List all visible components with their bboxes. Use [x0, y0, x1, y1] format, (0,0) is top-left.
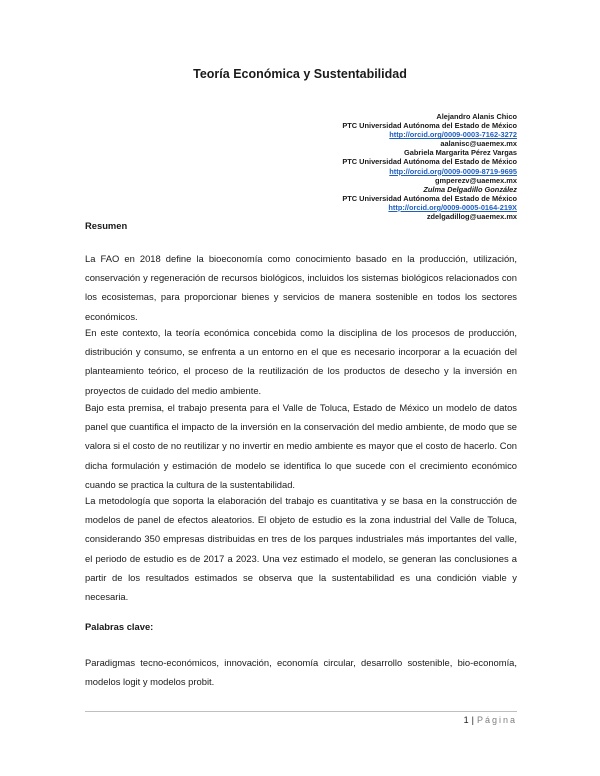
footer-divider: [85, 711, 517, 712]
abstract-paragraph: En este contexto, la teoría económica concebida como la disciplina de los procesos de producción, distribución y consumo, se enfrenta a un entorno en el que es necesario incorporar a la ecuación del planteamiento teórico, el proceso de la reutilización de los productos de desecho y la inversión en proyectos de cuidado del medio ambiente.: [85, 327, 517, 396]
author-name: Alejandro Alanis Chico: [436, 112, 517, 121]
author-affiliation: PTC Universidad Autónoma del Estado de México: [342, 121, 517, 131]
abstract-paragraph: La metodología que soporta la elaboración del trabajo es cuantitativa y se basa en la construcción de modelos de panel de efectos aleatorios. El objeto de estudio es la zona industrial del Valle de Toluca, considerando 350 empresas distribuidas en tres de los parques industriales más importantes del valle, el periodo de estudio es de 2017 a 2023. Una vez estimado el modelo, se generan las conclusiones a partir de los resultados estimados se observa que la sustentabilidad es una condición viable y necesaria.: [85, 495, 517, 603]
author-email: aalanisc@uaemex.mx: [440, 139, 517, 149]
author-email: gmperezv@uaemex.mx: [435, 175, 517, 185]
orcid-link[interactable]: http://orcid.org/0009-0009-8719-9695: [389, 166, 517, 176]
author-affiliation: PTC Universidad Autónoma del Estado de México: [342, 193, 517, 203]
author-email: zdelgadillog@uaemex.mx: [426, 212, 517, 222]
page-number: 1: [463, 715, 469, 725]
author-block: [342, 112, 517, 221]
author-name: Zulma Delgadillo González: [423, 184, 517, 194]
orcid-link[interactable]: http://orcid.org/0009-0003-7162-3272: [389, 130, 517, 140]
abstract-heading: Resumen: [85, 220, 128, 231]
keywords-heading: Palabras clave:: [85, 621, 154, 632]
document-title: Teoría Económica y Sustentabilidad: [193, 67, 407, 81]
abstract-paragraph: Bajo esta premisa, el trabajo presenta para el Valle de Toluca, Estado de México un modelo de datos panel que cuantifica el impacto de la inversión en la conservación del medio ambiente, de modo que se valora si el costo de no reutilizar y no invertir en medio ambiente es mayor que el costo de hacerlo. Con dicha formulación y estimación de modelo se identifica lo que sucede con el crecimiento económico cuando se practica la cultura de la sustentabilidad.: [85, 402, 517, 490]
footer-separator: |: [471, 715, 474, 725]
abstract-paragraph: La FAO en 2018 define la bioeconomía como conocimiento basado en la producción, utilización, conservación y regeneración de recursos biológicos, incluidos los sistemas biológicos relacionados con los ecosistemas, para proporcionar bienes y servicios de manera sostenible en todos los sectores económicos.: [85, 253, 517, 322]
page-label: Página: [476, 715, 517, 725]
page-footer: [464, 715, 517, 725]
keywords-text: Paradigmas tecno-económicos, innovación, economía circular, desarrollo sostenible, bio-economía, modelos logit y modelos probit.: [85, 657, 517, 688]
author-name: Gabriela Margarita Pérez Vargas: [404, 148, 517, 158]
author-affiliation: PTC Universidad Autónoma del Estado de México: [342, 157, 517, 167]
orcid-link[interactable]: http://orcid.org/0009-0005-0164-219X: [388, 202, 517, 212]
